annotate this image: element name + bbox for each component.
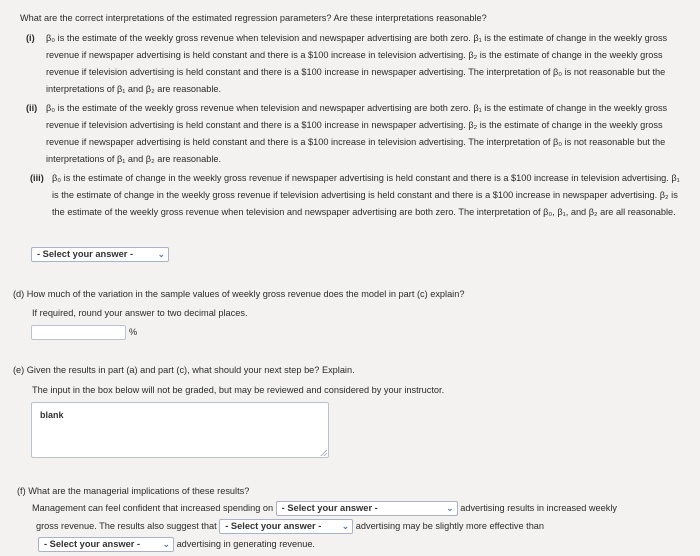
- resize-handle-icon[interactable]: [320, 449, 327, 456]
- select-label: - Select your answer -: [281, 503, 378, 514]
- line2-text-post: advertising may be slightly more effective than: [355, 521, 545, 531]
- textarea-value: blank: [40, 410, 64, 420]
- select-label: - Select your answer -: [225, 521, 322, 532]
- question-main: What are the correct interpretations of the estimated regression parameters? Are these interpretations reasonable?: [20, 13, 487, 23]
- line1-text-post: advertising results in increased weekly: [460, 503, 617, 513]
- part-e-note: The input in the box below will not be graded, but may be reviewed and considered by your instructor.: [32, 385, 445, 395]
- line3-text-post: advertising in generating revenue.: [176, 539, 315, 549]
- percent-unit: %: [129, 327, 138, 337]
- line1-text-pre: Management can feel confident that increased spending on: [32, 503, 274, 513]
- part-d-question: (d) How much of the variation in the sample values of weekly gross revenue does the model in part (c) explain?: [13, 289, 465, 299]
- line2-text-pre: gross revenue. The results also suggest that: [36, 521, 217, 531]
- variation-percent-input[interactable]: [31, 325, 126, 340]
- part-f-line3: [38, 536, 315, 553]
- select-label: - Select your answer -: [37, 249, 134, 259]
- option-i: [26, 30, 686, 98]
- option-ii: [26, 100, 686, 168]
- option-iii: [30, 170, 690, 221]
- less-effective-select[interactable]: [38, 537, 174, 552]
- option-number: (iii): [30, 173, 44, 183]
- option-number: (ii): [26, 103, 38, 113]
- select-label: - Select your answer -: [44, 539, 141, 550]
- interpretation-select[interactable]: [31, 247, 169, 262]
- part-f-question: (f) What are the managerial implications of these results?: [17, 486, 250, 496]
- chevron-down-icon: ⌄: [157, 249, 165, 259]
- option-text: β₀ is the estimate of change in the weekly gross revenue if newspaper advertising is held constant and there is a $100 increase in television advertising. β₁ is the estimate of change in the weekly gross revenue if television advertising is held constant and there is a $100 increase in newspaper advertising. β₂ is the estimate of the weekly gross revenue when television and newspaper advertising are both zero. The interpretation of β₀, β₁, and β₂ are all reasonable.: [52, 173, 680, 217]
- more-effective-select[interactable]: [219, 519, 353, 534]
- option-text: β₀ is the estimate of the weekly gross revenue when television and newspaper advertising are both zero. β₁ is the estimate of change in the weekly gross revenue if television advertising is held constant and there is a $100 increase in newspaper advertising. β₂ is the estimate of change in the weekly gross revenue if newspaper advertising is held constant and there is a $100 increase in television advertising. The interpretation of β₀ is not reasonable but the interpretations of β₁ and β₂ are reasonable.: [46, 103, 668, 164]
- part-d-hint: If required, round your answer to two decimal places.: [32, 308, 248, 318]
- part-f-line1: [32, 500, 617, 517]
- chevron-down-icon: ⌄: [162, 539, 170, 550]
- part-e-question: (e) Given the results in part (a) and part (c), what should your next step be? Explain.: [13, 365, 355, 375]
- chevron-down-icon: ⌄: [446, 503, 454, 514]
- option-number: (i): [26, 33, 35, 43]
- next-step-textarea[interactable]: [31, 402, 329, 458]
- spending-select[interactable]: [276, 501, 458, 516]
- option-text: β₀ is the estimate of the weekly gross revenue when television and newspaper advertising are both zero. β₁ is the estimate of change in the weekly gross revenue if newspaper advertising is held constant and there is a $100 increase in television advertising. β₂ is the estimate of change in the weekly gross revenue if television advertising is held constant and there is a $100 increase in newspaper advertising. The interpretation of β₀ is not reasonable but the interpretations of β₁ and β₂ are reasonable.: [46, 33, 668, 94]
- part-f-line2: [36, 518, 544, 535]
- chevron-down-icon: ⌄: [341, 521, 350, 532]
